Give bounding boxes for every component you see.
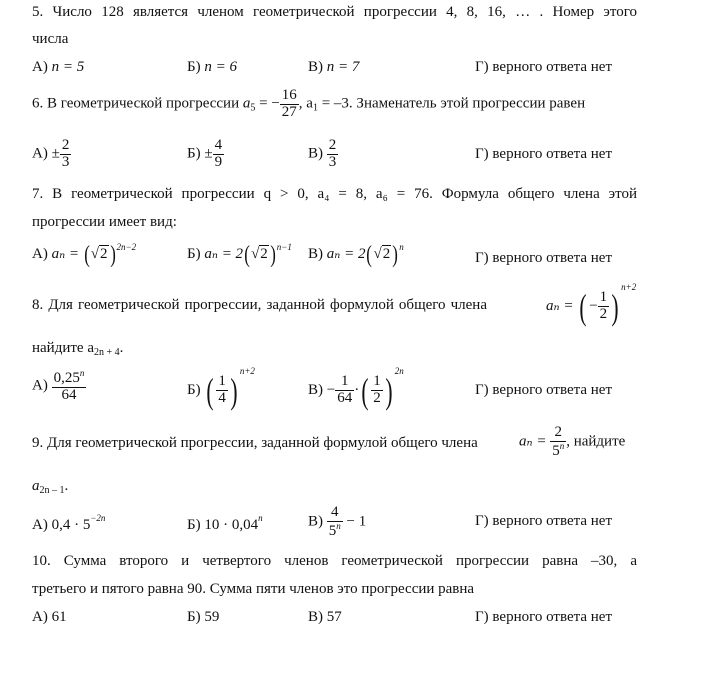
q8-option-v-num2: 1 <box>373 373 381 390</box>
q8-option-b-num: 1 <box>218 373 226 390</box>
q9-formula-den-base: 5 <box>552 442 560 459</box>
q6-a1-sub: 1 <box>312 102 318 114</box>
q7-option-b: Б) $a_n = 2(√2)^{n-1}$ <box>187 241 292 268</box>
q6-option-b-label: Б) ± <box>187 145 213 162</box>
q7-option-b-lparen: ( <box>244 241 250 268</box>
q6-option-v-fraction <box>327 138 339 171</box>
q7-option-a: А) $a_n = (√2)^{2n-2}$ <box>32 241 137 268</box>
q8-option-a-num-exp: n <box>79 368 85 378</box>
q8-option-b-lparen: ( <box>206 370 214 411</box>
q7-option-a-radicand: 2 <box>100 246 108 262</box>
q9-option-v-den-base: 5 <box>328 522 337 539</box>
q8-option-v-den1: 64 <box>337 390 353 407</box>
q9-formula <box>519 425 625 460</box>
q8-option-b-rparen: ) <box>230 370 238 411</box>
q5-text-line2: числа <box>32 31 69 47</box>
q6-fraction-den: 27 <box>281 103 297 120</box>
q7-option-v-rparen: ) <box>392 241 398 268</box>
q8-formula-exp: n+2 <box>621 282 637 292</box>
q9-formula-after: , найдите <box>566 433 626 450</box>
q8-option-v-exp: 2n <box>394 366 404 376</box>
q9-option-v-den-exp: n <box>336 520 341 531</box>
q8-option-v-rparen: ) <box>385 370 393 411</box>
q7-option-b-formula: aₙ = 2 <box>204 246 244 262</box>
q8-text: 8. Для геометрической прогрессии, заданной формулой общего члена <box>32 297 487 313</box>
q8-formula-lparen: ( <box>579 286 587 327</box>
q9-formula-num: 2 <box>554 424 562 440</box>
q7-option-v-label: В) <box>308 246 327 262</box>
q8-formula-lhs: aₙ = <box>546 298 578 314</box>
q7-option-a-formula: aₙ = <box>51 246 83 262</box>
q9-formula-fraction <box>550 425 566 460</box>
q5-option-a-value: n = 5 <box>51 59 85 75</box>
q8-option-v-den2: 2 <box>373 390 381 407</box>
q7-option-b-label: Б) <box>187 246 205 262</box>
q9-option-b-text: Б) 10 · 0,04 <box>187 517 259 533</box>
q9-option-v-num: 4 <box>331 504 339 520</box>
q9-text-pre: 9. Для геометрической прогрессии, заданной формулой общего члена <box>32 435 478 451</box>
q8-option-v-fraction1 <box>335 374 354 407</box>
q5-option-v <box>308 59 359 76</box>
q6-option-v-den: 3 <box>328 153 337 170</box>
q9-formula-den-exp: n <box>559 440 565 451</box>
q8-option-v <box>308 366 404 409</box>
q6-option-b-fraction <box>213 138 225 171</box>
q8-option-v-lparen: ( <box>361 370 369 411</box>
q7-option-a-rparen: ) <box>109 241 116 268</box>
q8-option-b-label: Б) <box>187 382 205 398</box>
q7-option-a-exp: 2n−2 <box>116 242 137 252</box>
q6-fraction <box>280 88 299 121</box>
q8-option-a-label: А) <box>32 377 52 394</box>
q10-option-b: Б) 59 <box>187 609 220 625</box>
q6-text <box>32 88 637 121</box>
q5-option-a-label: А) <box>32 59 52 75</box>
q6-option-b <box>187 138 224 171</box>
q7-text-line1: 7. В геометрической прогрессии q > 0, a₄ = 8, a₆ = 76. Формула общего члена этой <box>32 186 637 202</box>
q10-option-v: В) 57 <box>308 609 342 625</box>
q8-option-g: Г) верного ответа нет <box>475 382 613 398</box>
q9-find-sub: 2n – 1 <box>39 485 65 496</box>
q9-find-end: . <box>64 478 69 494</box>
q6-option-a-fraction <box>60 138 72 171</box>
q9-option-v <box>308 505 366 540</box>
q7-option-v-exp: n <box>399 242 404 252</box>
q6-option-v-num: 2 <box>328 137 337 153</box>
q5-option-v-label: В) <box>308 59 327 75</box>
q7-option-v-radicand: 2 <box>382 246 391 262</box>
q7-option-b-rparen: ) <box>269 241 276 268</box>
q8-option-b-den: 4 <box>218 390 226 407</box>
q6-fraction-num: 16 <box>281 87 297 103</box>
q9-find-text: a <box>32 478 40 494</box>
q8-option-a-den: 64 <box>52 387 87 404</box>
q8-formula-num: 1 <box>599 289 608 306</box>
q10-text-line1: 10. Сумма второго и четвертого членов геометрической прогрессии равна –30, а <box>32 553 637 569</box>
q5-option-v-value: n = 7 <box>326 59 360 75</box>
q5-text-line1: 5. Число 128 является членом геометрической прогрессии 4, 8, 16, … . Номер этого <box>32 4 637 20</box>
q6-option-a-num: 2 <box>61 137 70 153</box>
q6-option-a <box>32 138 71 171</box>
q8-option-v-num1: 1 <box>340 373 349 390</box>
q6-option-b-den: 9 <box>214 153 223 170</box>
q8-option-a <box>32 369 86 404</box>
q6-text-post: = –3. Знаменатель этой прогрессии равен <box>317 95 586 112</box>
q6-option-b-num: 4 <box>214 137 223 153</box>
q5-option-b-value: n = 6 <box>204 59 237 75</box>
q7-option-b-radicand: 2 <box>260 246 268 262</box>
q9-option-v-tail: − 1 <box>342 513 367 530</box>
q8-option-a-num-base: 0,25 <box>53 370 80 386</box>
q8-option-b-exp: n+2 <box>239 366 255 376</box>
q9-formula-lhs: aₙ = <box>519 433 551 450</box>
q5-option-a <box>32 59 84 76</box>
q9-option-a-exp: −2n <box>90 513 106 523</box>
q9-formula-den <box>550 441 566 460</box>
q8-option-a-num <box>52 369 87 387</box>
q7-option-v: В) $a_n = 2(√2)^n$ <box>308 241 404 268</box>
q8-option-v-label: В) − <box>308 382 336 398</box>
q10-option-g: Г) верного ответа нет <box>475 609 613 625</box>
q7-option-v-lparen: ( <box>366 241 373 268</box>
q9-option-v-den <box>327 521 343 540</box>
q9-option-v-label: В) <box>308 513 327 530</box>
q10-text-line2: третьего и пятого равна 90. Сумма пяти членов это прогрессии равна <box>32 581 475 597</box>
q6-a5: a <box>242 95 251 112</box>
q7-option-b-exp: n−1 <box>276 242 292 252</box>
q6-option-a-label: А) ± <box>32 145 60 162</box>
q6-option-v <box>308 138 338 171</box>
q8-option-v-dot: · <box>354 382 360 398</box>
q8-formula-rparen: ) <box>611 286 619 327</box>
q9-option-b <box>187 513 263 534</box>
q7-option-a-lparen: ( <box>83 241 90 268</box>
q9-find <box>32 478 637 496</box>
q8-option-b <box>187 366 255 409</box>
q7-option-g: Г) верного ответа нет <box>475 250 613 266</box>
q8-find-text: найдите a <box>32 340 94 356</box>
q9-option-a-text: А) 0,4 · 5 <box>32 517 91 533</box>
q9-option-v-fraction <box>327 505 343 540</box>
q7-text-line2: прогрессии имеет вид: <box>32 214 177 230</box>
q8-formula-fraction <box>598 290 610 323</box>
q8-option-b-fraction <box>216 374 228 407</box>
q5-option-b-label: Б) <box>187 59 205 75</box>
q6-text-pre: 6. В геометрической прогрессии <box>32 95 243 112</box>
q8-option-a-fraction <box>52 369 87 404</box>
q8-find-sub: 2n + 4 <box>94 347 120 358</box>
q8-formula-minus: − <box>589 298 598 314</box>
q7-option-v-formula: aₙ = 2 <box>326 246 366 262</box>
q6-a1: , a <box>298 95 313 112</box>
q9-option-a <box>32 513 105 534</box>
q6-option-a-den: 3 <box>61 153 70 170</box>
q8-option-v-fraction2 <box>371 374 383 407</box>
q6-option-g: Г) верного ответа нет <box>475 146 613 162</box>
q8-formula-den: 2 <box>599 306 608 323</box>
q10-option-a: А) 61 <box>32 609 67 625</box>
q5-option-g: Г) верного ответа нет <box>475 59 613 75</box>
q6-eq: = − <box>255 95 280 112</box>
q8-find <box>32 340 637 358</box>
q9-option-g: Г) верного ответа нет <box>475 513 613 529</box>
q8-find-end: . <box>119 340 124 356</box>
q9-option-b-exp: n <box>258 513 263 523</box>
q8-formula <box>546 282 636 325</box>
q6-option-v-label: В) <box>308 145 327 162</box>
q6-a5-sub: 5 <box>250 102 256 114</box>
q7-option-a-label: А) <box>32 246 52 262</box>
q5-option-b <box>187 59 237 76</box>
